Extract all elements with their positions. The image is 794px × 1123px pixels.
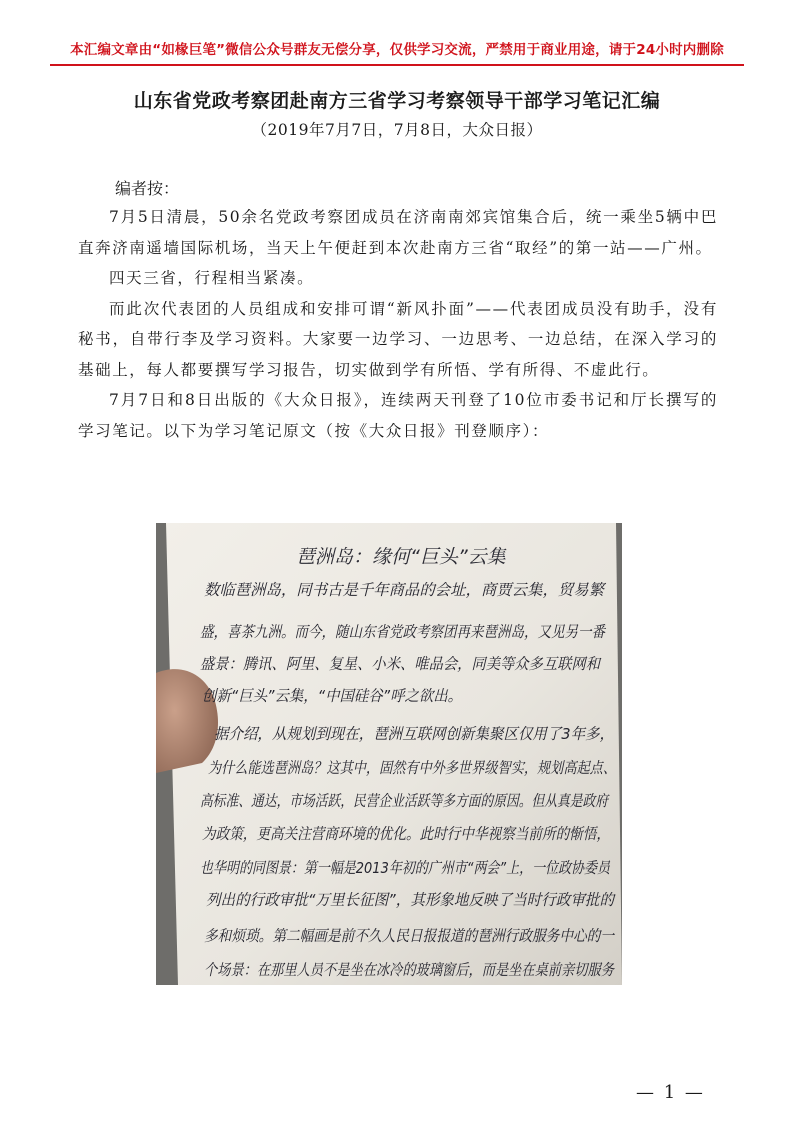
copyright-banner: 本汇编文章由“如椽巨笔”微信公众号群友无偿分享，仅供学习交流，严禁用于商业用途，请于24小时内删除 xyxy=(70,42,724,58)
handwritten-line: 据介绍，从规划到现在，琶洲互联网创新集聚区仅用了3年多， xyxy=(214,725,614,743)
handwritten-line: 为什么能选琶洲岛？这其中，固然有中外多世界级智实，规划高起点、 xyxy=(208,759,616,777)
handwritten-line: 盛，喜茶九洲。而今，随山东省党政考察团再来琶洲岛，又见另一番 xyxy=(200,623,607,641)
handwritten-line: 列出的行政审批“万里长征图”，其形象地反映了当时行政审批的 xyxy=(206,891,617,909)
handwritten-line: 为政策，更高关注营商环境的优化。此时行中华视察当前所的惭悟， xyxy=(202,825,610,843)
handwritten-line: 也华明的同图景：第一幅是2013年初的广州市“两会”上，一位政协委员 xyxy=(200,859,612,877)
page-number: — 1 — xyxy=(636,1082,705,1103)
handwritten-heading: 琶洲岛：缘何“巨头”云集 xyxy=(296,546,506,568)
document-subtitle: （2019年7月7日，7月8日，大众日报） xyxy=(251,121,543,139)
handwritten-line: 创新“巨头”云集，“中国硅谷”呼之欲出。 xyxy=(202,687,462,705)
banner-divider xyxy=(50,64,744,66)
paragraph: 四天三省，行程相当紧凑。 xyxy=(109,269,315,287)
handwritten-line: 高标准、通达，市场活跃，民营企业活跃等多方面的原因。但从真是政府 xyxy=(200,792,611,810)
paragraph: 7月7日和8日出版的《大众日报》，连续两天刊登了10位市委书记和厅长撰写的学习笔记。以下为学习笔记原文（按《大众日报》刊登顺序）： xyxy=(78,391,718,440)
handwritten-line: 多和烦琐。第二幅画是前不久人民日报报道的琶洲行政服务中心的一 xyxy=(204,927,616,945)
editor-note-body xyxy=(78,202,718,446)
paragraph: 7月5日清晨，50余名党政考察团成员在济南南郊宾馆集合后，统一乘坐5辆中巴直奔济南遥墙国际机场，当天上午便赶到本次赴南方三省“取经”的第一站——广州。 xyxy=(78,208,718,257)
handwritten-notes-image xyxy=(156,523,622,985)
paragraph: 而此次代表团的人员组成和安排可谓“新风扑面”——代表团成员没有助手，没有秘书，自带行李及学习资料。大家要一边学习、一边思考、一边总结，在深入学习的基础上，每人都要撰写学习报告，切实做到学有所悟、学有所得、不虚此行。 xyxy=(78,299,718,379)
handwritten-notes-photo xyxy=(156,523,622,985)
handwritten-line: 个场景：在那里人员不是坐在冰冷的玻璃窗后，而是坐在桌前亲切服务 xyxy=(204,961,616,979)
handwritten-line: 数临琶洲岛，同书古是千年商品的会址，商贾云集，贸易繁 xyxy=(204,581,607,599)
document-title: 山东省党政考察团赴南方三省学习考察领导干部学习笔记汇编 xyxy=(133,90,661,112)
handwritten-line: 盛景：腾讯、阿里、复星、小米、唯品会，同美等众多互联网和 xyxy=(200,655,603,673)
editor-note-label: 编者按： xyxy=(115,179,180,198)
